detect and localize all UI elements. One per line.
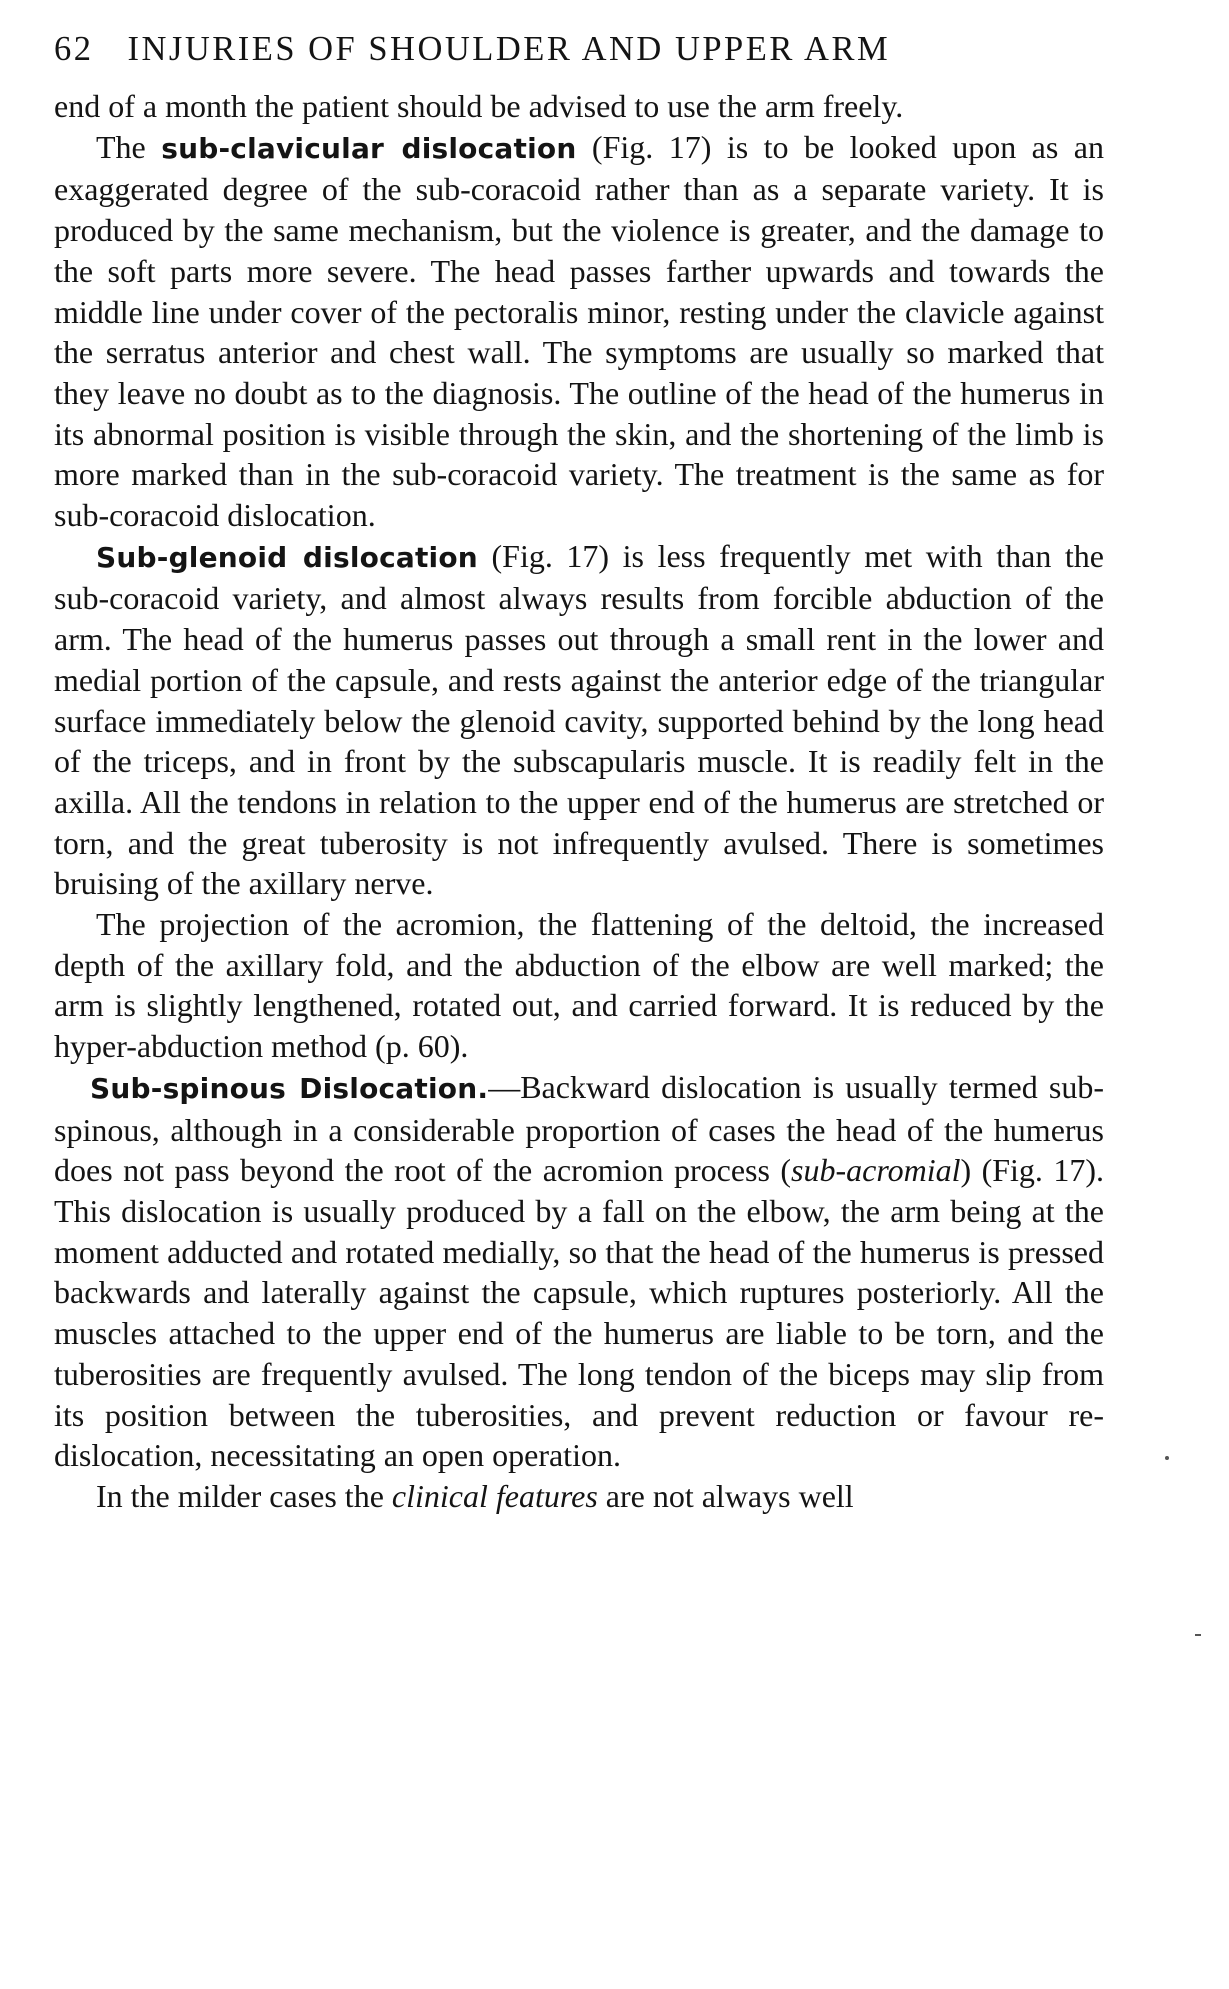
page (54, 28, 1104, 1517)
paragraph-text: In the milder cases the (96, 1477, 392, 1514)
section-heading-sub-glenoid: Sub-glenoid dislocation (96, 540, 478, 574)
paragraph-text: (Fig. 17) is less frequently met with than the sub-coracoid variety, and almost always results from forcible abduction of the arm. The head of the humerus passes out through a small rent in the lower and medial portion of the capsule, and rests against the anterior edge of the triangular surface immediately below the glenoid cavity, supported behind by the long head of the triceps, and in front by the subscapularis muscle. It is readily felt in the axilla. All the tendons in relation to the upper end of the humerus are stretched or torn, and the great tuberosity is not infrequently avulsed. There is sometimes bruising of the axillary nerve. (54, 537, 1105, 902)
running-header (54, 28, 1104, 70)
body-text (54, 86, 1104, 1517)
section-heading-sub-spinous: Sub-spinous Dislocation. (90, 1071, 489, 1105)
paragraph-sub-glenoid (54, 536, 1104, 904)
paragraph-sub-spinous (54, 1067, 1104, 1476)
paragraph-lead: The (96, 128, 162, 165)
scan-speck (1165, 1456, 1169, 1460)
paragraph-milder-cases (54, 1476, 1104, 1517)
paragraph-clinical-signs: The projection of the acromion, the flattening of the deltoid, the increased depth of the axillary fold, and the abduction of the elbow are well marked; the arm is slightly lengthened, rotated out, and carried forward. It is reduced by the hyper-abduction method (p. 60). (54, 906, 1104, 1065)
italic-term: clinical features (391, 1477, 598, 1514)
scan-speck (1195, 1634, 1201, 1636)
running-title: INJURIES OF SHOULDER AND UPPER ARM (127, 30, 891, 68)
paragraph-sub-clavicular (54, 127, 1104, 536)
paragraph-text: (Fig. 17) is to be looked upon as an exaggerated degree of the sub-coracoid rather than as a separate variety. It is produced by the same mechanism, but the violence is greater, and the damage to the soft parts more severe. The head passes farther upwards and towards the middle line under cover of the pectoralis minor, resting under the clavicle against the serratus anterior and chest wall. The symptoms are usually so marked that they leave no doubt as to the diagnosis. The outline of the head of the humerus in its abnormal position is visible through the skin, and the shortening of the limb is more marked than in the sub-coracoid variety. The treatment is the same as for sub-coracoid dislocation. (54, 128, 1104, 534)
paragraph-text: —Backward dislocation is usually termed sub-spinous, although in a considerable proportion of cases the head of the humerus does not pass beyond the root of the acromion process ( (54, 1068, 1105, 1189)
italic-term: sub-acromial (791, 1152, 961, 1189)
paragraph-continuation: end of a month the patient should be advised to use the arm freely. (54, 88, 904, 124)
paragraph-text: ) (Fig. 17). This dislocation is usually produced by a fall on the elbow, the arm being at the moment adducted and rotated medially, so that the head of the humerus is pressed backwards and laterally against the capsule, which ruptures posteriorly. All the muscles attached to the upper end of the humerus are liable to be torn, and the tuberosities are frequently avulsed. The long tendon of the biceps may slip from its position between the tuberosities, and prevent reduction or favour re-dislocation, necessitating an open operation. (54, 1152, 1104, 1474)
section-heading-sub-clavicular: sub-clavicular dislocation (161, 131, 577, 165)
page-number: 62 (54, 30, 94, 68)
paragraph-text: are not always well (597, 1477, 854, 1514)
